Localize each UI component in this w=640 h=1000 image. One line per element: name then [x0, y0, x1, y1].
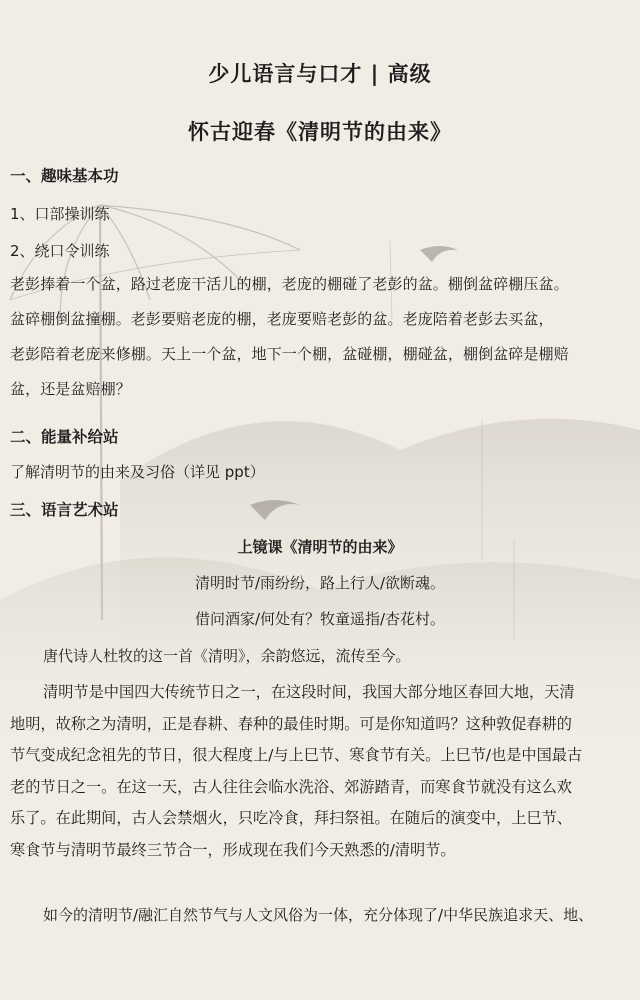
tongue-twister-paragraph — [10, 270, 632, 404]
text-line: 节气变成纪念祖先的节日，很大程度上/与上巳节、寒食节有关。上巳节/也是中国最古 — [10, 746, 583, 764]
poem-line: 借问酒家/何处有？牧童遥指/杏花村。 — [194, 610, 446, 628]
lesson-title: 上镜课《清明节的由来》 — [237, 538, 403, 556]
closing-text: 如今的清明节/融汇自然节气与人文风俗为一体，充分体现了/中华民族追求天、地、 — [43, 906, 594, 924]
body-paragraph — [10, 677, 632, 866]
text-line: 盆碎棚倒盆撞棚。老彭要赔老庞的棚，老庞要赔老彭的盆。老庞陪着老彭去买盆， — [10, 310, 554, 328]
text-line: 地明，故称之为清明，正是春耕、春种的最佳时期。可是你知道吗？这种敦促春耕的 — [10, 714, 572, 733]
lesson-subtitle: 怀古迎春《清明节的由来》 — [188, 120, 452, 144]
text-line: 老彭捧着一个盆，路过老庞干活儿的棚，老庞的棚碰了老彭的盆。棚倒盆碎棚压盆。 — [10, 275, 569, 293]
poem-line: 清明时节/雨纷纷，路上行人/欲断魂。 — [194, 574, 446, 592]
list-item: 2、绕口令训练 — [10, 242, 110, 260]
text-line: 老的节日之一。在这一天，古人往往会临水洗浴、郊游踏青，而寒食节就没有这么欢 — [10, 777, 572, 796]
list-item: 1、口部操训练 — [10, 205, 110, 223]
section-heading-1: 一、趣味基本功 — [10, 167, 119, 185]
text-line: 盆，还是盆赔棚？ — [10, 380, 131, 398]
text-line: 老彭陪着老庞来修棚。天上一个盆，地下一个棚，盆碰棚，棚碰盆，棚倒盆碎是棚赔 — [10, 345, 569, 363]
text-line: 清明节是中国四大传统节日之一，在这段时间，我国大部分地区春回大地，天清 — [43, 683, 575, 701]
section-heading-2: 二、能量补给站 — [10, 428, 119, 446]
text-line: 寒食节与清明节最终三节合一，形成现在我们今天熟悉的/清明节。 — [10, 840, 456, 859]
section-heading-3: 三、语言艺术站 — [10, 501, 119, 519]
text-line: 乐了。在此期间，古人会禁烟火，只吃冷食，拜扫祭祖。在随后的演变中，上巳节、 — [10, 809, 572, 827]
intro-text: 唐代诗人杜牧的这一首《清明》，余韵悠远，流传至今。 — [43, 647, 411, 665]
document-title: 少儿语言与口才 | 高级 — [208, 62, 432, 86]
info-text: 了解清明节的由来及习俗（详见 ppt） — [10, 463, 265, 481]
